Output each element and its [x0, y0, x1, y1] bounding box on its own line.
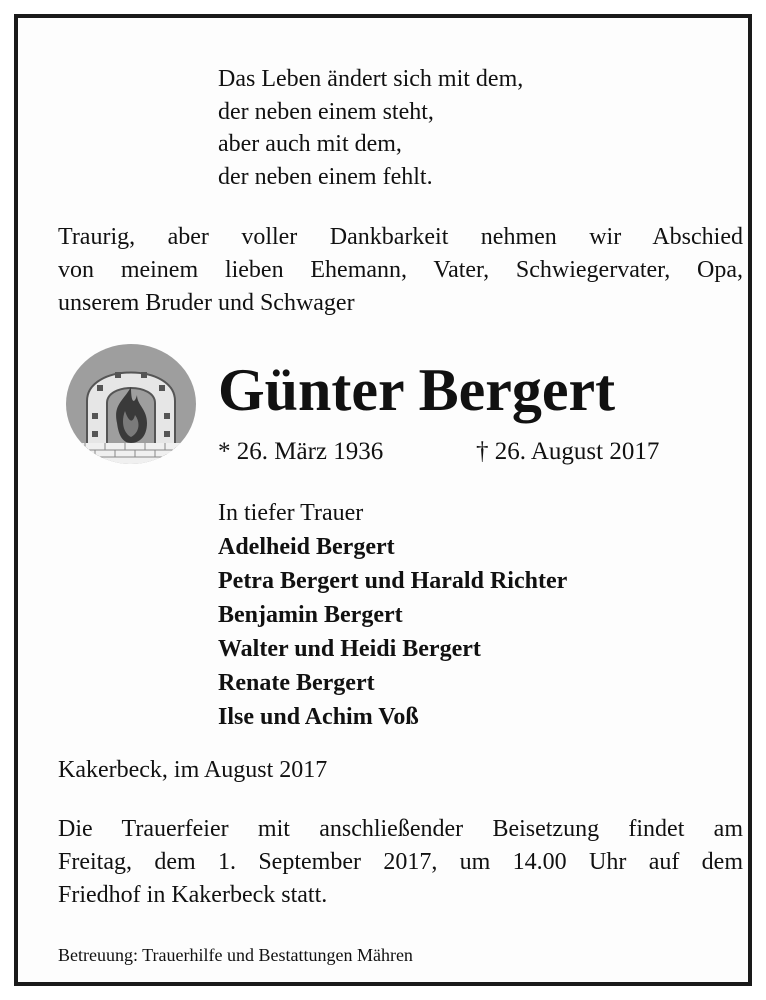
- mourner-name: Petra Bergert und Harald Richter: [218, 568, 568, 594]
- horseshoe-fire-emblem-icon: [65, 343, 197, 465]
- obituary-frame: [14, 14, 752, 986]
- death-date: † 26. August 2017: [476, 438, 660, 465]
- funeral-line: Freitag, dem 1. September 2017, um 14.00 Uhr auf dem: [58, 849, 743, 875]
- funeral-info: [58, 813, 743, 912]
- poem-line: Das Leben ändert sich mit dem,: [218, 66, 524, 92]
- intro-text: [58, 221, 743, 320]
- mourner-name: Walter und Heidi Bergert: [218, 636, 481, 662]
- intro-line: von meinem lieben Ehemann, Vater, Schwiegervater, Opa,: [58, 257, 743, 283]
- mourner-name: Adelheid Bergert: [218, 534, 395, 560]
- poem-line: der neben einem steht,: [218, 98, 434, 125]
- deceased-name: Günter Bergert: [218, 357, 616, 423]
- poem-line: der neben einem fehlt.: [218, 163, 433, 190]
- funeral-service-credit: Betreuung: Trauerhilfe und Bestattungen Mähren: [58, 945, 413, 965]
- place-date: Kakerbeck, im August 2017: [58, 757, 328, 783]
- birth-date: * 26. März 1936: [218, 438, 384, 465]
- poem-line: aber auch mit dem,: [218, 131, 402, 157]
- funeral-line: Die Trauerfeier mit anschließender Beisetzung findet am: [58, 816, 743, 842]
- mourners-block: [218, 496, 567, 734]
- mourners-heading: In tiefer Trauer: [218, 500, 364, 526]
- funeral-line: Friedhof in Kakerbeck statt.: [58, 882, 328, 908]
- intro-line: unserem Bruder und Schwager: [58, 290, 355, 316]
- poem: [218, 63, 523, 193]
- mourner-name: Ilse und Achim Voß: [218, 704, 419, 730]
- intro-line: Traurig, aber voller Dankbarkeit nehmen wir Abschied: [58, 224, 743, 250]
- mourner-name: Benjamin Bergert: [218, 602, 403, 628]
- mourner-name: Renate Bergert: [218, 670, 375, 696]
